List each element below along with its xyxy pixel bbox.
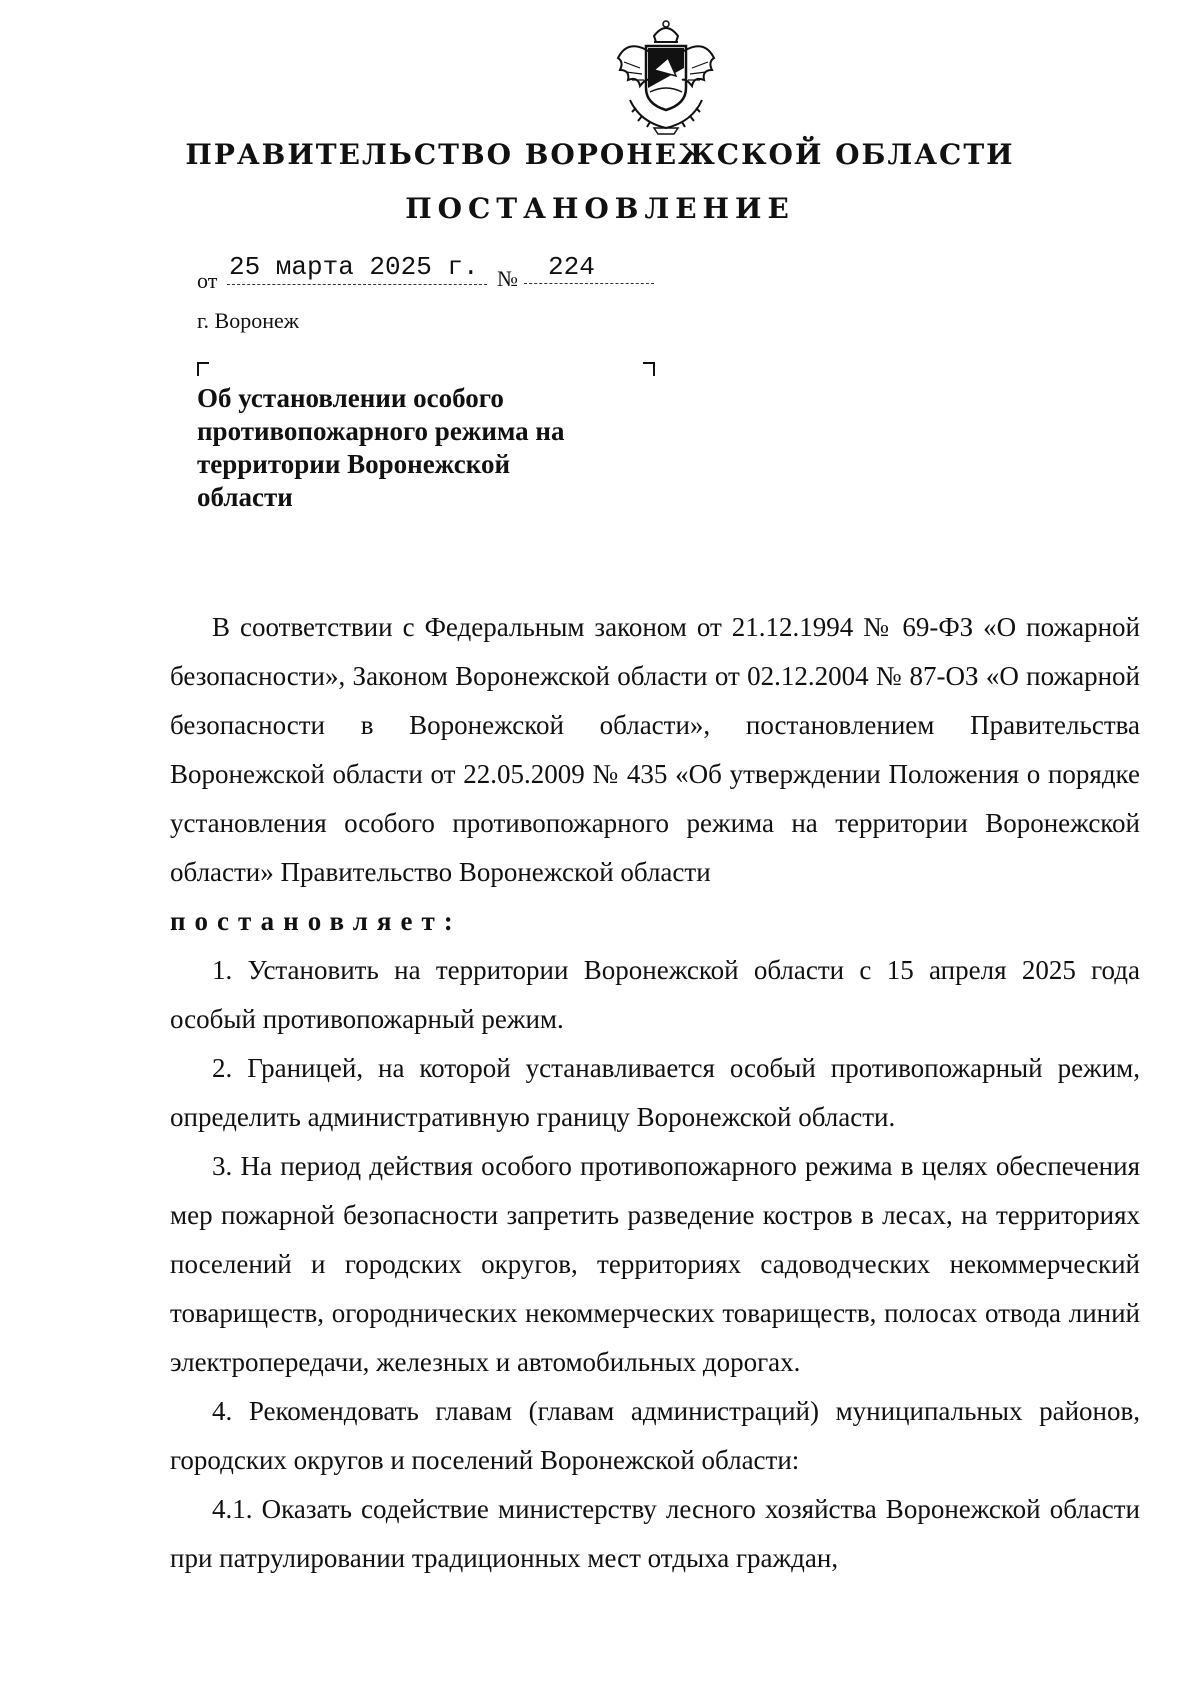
number-prefix: № bbox=[497, 266, 518, 291]
clause-2: 2. Границей, на которой устанавливается особый противопожарный режим, определить административную границу Воронежской области. bbox=[170, 1053, 1140, 1132]
subject-line: противопожарного режима на bbox=[197, 416, 565, 446]
coat-of-arms-emblem bbox=[610, 18, 722, 136]
clause-3: 3. На период действия особого противопожарного режима в целях обеспечения мер пожарной безопасности запретить разведение костров в лесах, на территориях поселений и городских округов, территориях садоводческих некоммерческий товариществ, огороднических некоммерческих товариществ, полосах отвода линий электропередачи, железных и автомобильных дорогах. bbox=[170, 1151, 1140, 1377]
document-date: 25 марта 2025 г. bbox=[227, 252, 487, 285]
subject-corner-left bbox=[197, 362, 209, 376]
date-prefix: от bbox=[197, 268, 218, 293]
subject-line: Об установлении особого bbox=[197, 383, 504, 413]
document-type-title: ПОСТАНОВЛЕНИЕ bbox=[405, 192, 795, 225]
clause-4-1: 4.1. Оказать содействие министерству лесного хозяйства Воронежской области при патрулировании традиционных мест отдыха граждан, bbox=[170, 1494, 1140, 1573]
clause-4: 4. Рекомендовать главам (главам администраций) муниципальных районов, городских округов и поселений Воронежской области: bbox=[170, 1396, 1140, 1475]
organization-title: ПРАВИТЕЛЬСТВО ВОРОНЕЖСКОЙ ОБЛАСТИ bbox=[185, 138, 1015, 171]
subject-corner-right bbox=[643, 362, 655, 376]
subject-line: области bbox=[197, 482, 293, 512]
document-body bbox=[170, 603, 1140, 1583]
preamble-paragraph: В соответствии с Федеральным законом от 21.12.1994 № 69-ФЗ «О пожарной безопасности», Законом Воронежской области от 02.12.2004 № 87-ОЗ «О пожарной безопасности в Воронежской области», постановлением Правительства Воронежской области от 22.05.2009 № 435 «Об утверждении Положения о порядке установления особого противопожарного режима на территории Воронежской области» Правительство Воронежской области bbox=[170, 612, 1140, 887]
resolves-word: постановляет: bbox=[170, 906, 462, 936]
document-subject bbox=[197, 382, 617, 514]
document-city: г. Воронеж bbox=[197, 308, 299, 333]
resolves-line bbox=[170, 897, 1140, 946]
subject-line: территории Воронежской bbox=[197, 449, 511, 479]
clause-1: 1. Установить на территории Воронежской области с 15 апреля 2025 года особый противопожарный режим. bbox=[170, 955, 1140, 1034]
document-number: 224 bbox=[524, 252, 654, 284]
